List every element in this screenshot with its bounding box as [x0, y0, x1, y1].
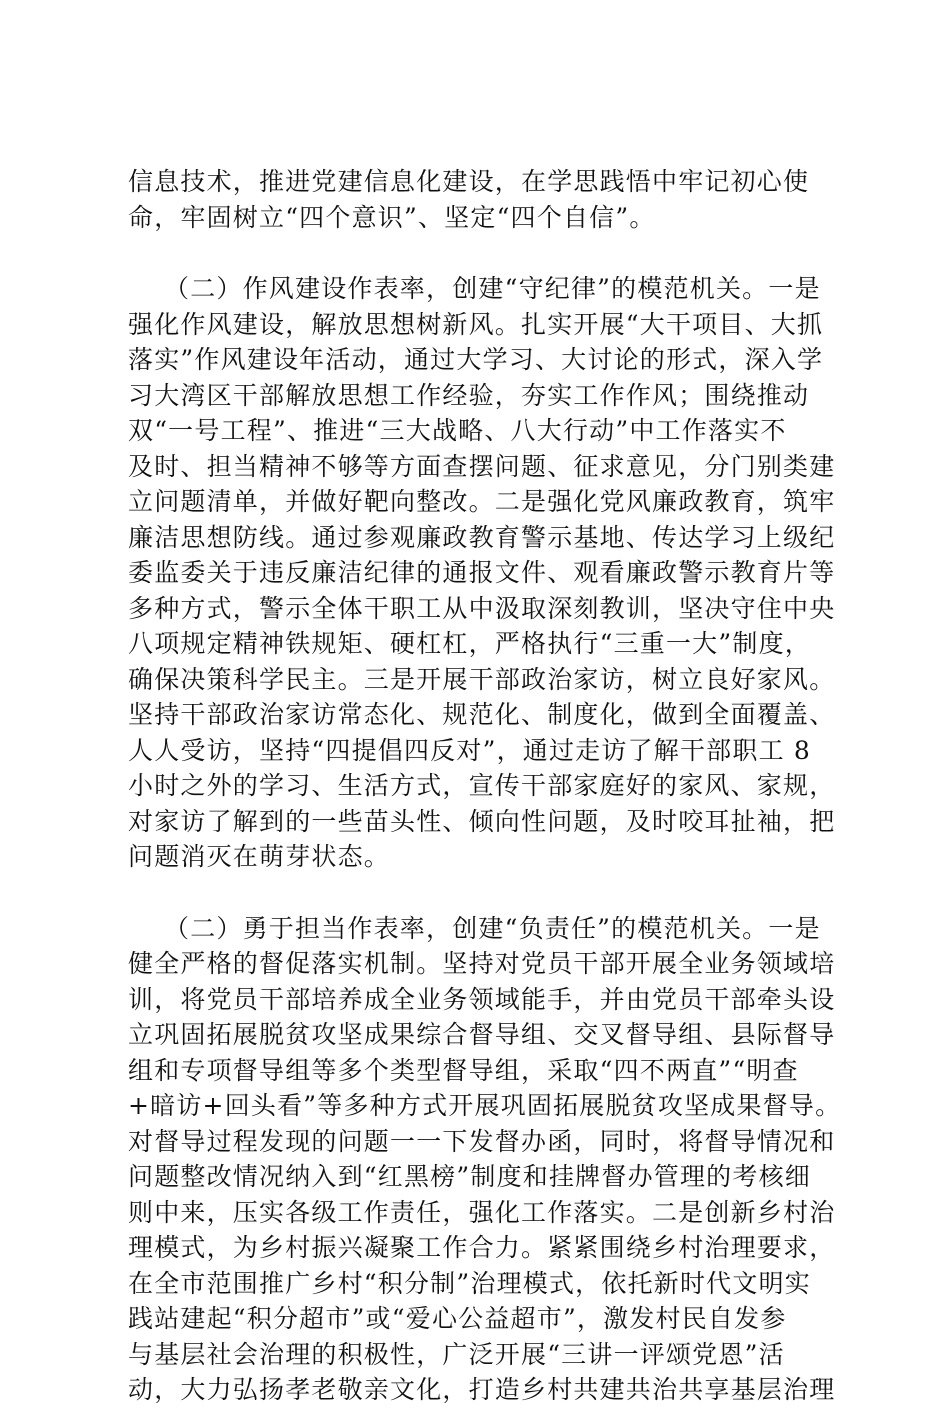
- text-line: 委监委关于违反廉洁纪律的通报文件、观看廉政警示教育片等: [128, 558, 836, 587]
- text-line: 问题整改情况纳入到“红黑榜”制度和挂牌督办管理的考核细: [128, 1162, 811, 1191]
- text-line: 问题消灭在萌芽状态。: [128, 842, 391, 871]
- text-line: （二）作风建设作表率，创建“守纪律”的模范机关。一是: [164, 274, 821, 303]
- text-line: 立巩固拓展脱贫攻坚成果综合督导组、交叉督导组、县际督导: [128, 1020, 836, 1049]
- text-line: 命，牢固树立“四个意识”、坚定“四个自信”。: [128, 202, 656, 232]
- paragraph-gap: [128, 875, 828, 911]
- text-line: 立问题清单，并做好靶向整改。二是强化党风廉政教育，筑牢: [128, 487, 836, 516]
- paragraph-gap: [128, 235, 828, 271]
- text-line: 践站建起“积分超市”或“爱心公益超市”，激发村民自发参: [128, 1304, 787, 1333]
- text-line: 习大湾区干部解放思想工作经验，夯实工作作风；围绕推动: [128, 380, 810, 410]
- paragraph: [128, 164, 828, 235]
- paragraph: [128, 271, 836, 875]
- text-line: 及时、担当精神不够等方面查摆问题、征求意见，分门别类建: [128, 451, 836, 481]
- text-line: 人人受访，坚持“四提倡四反对”，通过走访了解干部职工 8: [128, 735, 812, 765]
- text-line: 与基层社会治理的积极性，广泛开展“三讲一评颂党恩”活: [128, 1339, 785, 1369]
- text-line: 多种方式，警示全体干职工从中汲取深刻教训，坚决守住中央: [128, 593, 836, 623]
- text-line: 确保决策科学民主。三是开展干部政治家访，树立良好家风。: [128, 664, 836, 694]
- text-line: 在全市范围推广乡村“积分制”治理模式，依托新时代文明实: [128, 1268, 811, 1298]
- text-line: 信息技术，推进党建信息化建设，在学思践悟中牢记初心使: [128, 167, 810, 196]
- text-line: 廉洁思想防线。通过参观廉政教育警示基地、传达学习上级纪: [128, 522, 836, 552]
- text-line: 小时之外的学习、生活方式，宣传干部家庭好的家风、家规，: [128, 771, 836, 800]
- paragraph: [128, 911, 842, 1408]
- text-line: 落实”作风建设年活动，通过大学习、大讨论的形式，深入学: [128, 345, 824, 374]
- text-line: （二）勇于担当作表率，创建“负责任”的模范机关。一是: [164, 913, 821, 943]
- text-line: 则中来，压实各级工作责任，强化工作落实。二是创新乡村治: [128, 1197, 836, 1227]
- text-line: 八项规定精神铁规矩、硬杠杠，严格执行“三重一大”制度，: [128, 629, 811, 658]
- text-line: 组和专项督导组等多个类型督导组，采取“四不两直”“明查: [128, 1055, 799, 1085]
- text-line: 理模式，为乡村振兴凝聚工作合力。紧紧围绕乡村治理要求，: [128, 1233, 836, 1262]
- text-line: +暗访+回头看”等多种方式开展巩固拓展脱贫攻坚成果督导。: [128, 1091, 842, 1120]
- document-body: [128, 164, 842, 1408]
- text-line: 双“一号工程”、推进“三大战略、八大行动”中工作落实不: [128, 416, 787, 445]
- text-line: 训，将党员干部培养成全业务领域能手，并由党员干部牵头设: [128, 984, 836, 1014]
- text-line: 对督导过程发现的问题一一下发督办函，同时，将督导情况和: [128, 1126, 836, 1156]
- text-line: 坚持干部政治家访常态化、规范化、制度化，做到全面覆盖、: [128, 700, 836, 729]
- text-line: 健全严格的督促落实机制。坚持对党员干部开展全业务领域培: [128, 949, 836, 978]
- text-line: 动，大力弘扬孝老敬亲文化，打造乡村共建共治共享基层治理: [128, 1375, 836, 1404]
- text-line: 强化作风建设，解放思想树新风。扎实开展“大干项目、大抓: [128, 309, 824, 339]
- text-line: 对家访了解到的一些苗头性、倾向性问题，及时咬耳扯袖，把: [128, 806, 836, 836]
